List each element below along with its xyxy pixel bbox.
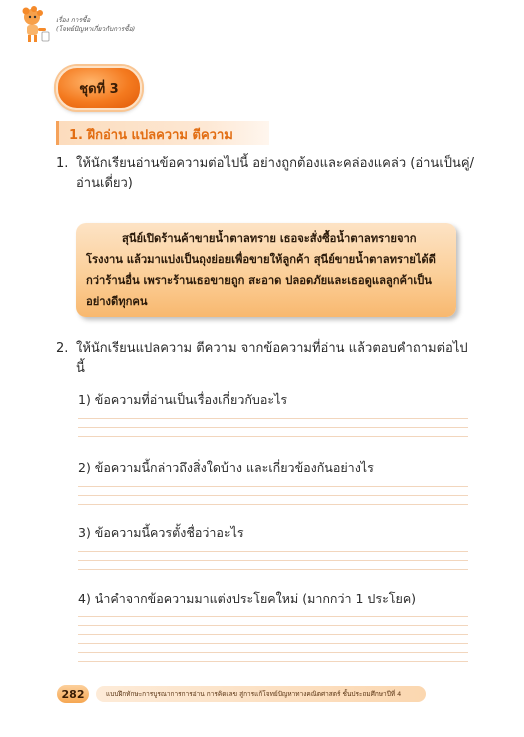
answer-line[interactable] bbox=[78, 661, 468, 662]
answer-line[interactable] bbox=[78, 625, 468, 626]
answer-line[interactable] bbox=[78, 569, 468, 570]
set-badge: ชุดที่ 3 bbox=[56, 66, 142, 110]
passage-box bbox=[76, 223, 456, 317]
answer-line[interactable] bbox=[78, 643, 468, 644]
header-line-2: (โจทย์ปัญหาเกี่ยวกับการซื้อ) bbox=[56, 25, 136, 33]
answer-line[interactable] bbox=[78, 504, 468, 505]
header-line-1: เรื่อง การซื้อ bbox=[56, 16, 91, 24]
subquestion-4: 4) นำคำจากข้อความมาแต่งประโยคใหม่ (มากกว่า 1 ประโยค) bbox=[78, 591, 417, 606]
page-number: 282 bbox=[57, 685, 89, 703]
section-title: 1. ฝึกอ่าน แปลความ ตีความ bbox=[69, 128, 233, 143]
subquestion-2: 2) ข้อความนี้กล่าวถึงสิ่งใดบ้าง และเกี่ยวข้องกันอย่างไร bbox=[78, 460, 374, 475]
question-2-number: 2. bbox=[56, 341, 69, 356]
page-header bbox=[18, 6, 218, 46]
mascot-icon bbox=[18, 6, 52, 44]
answer-line[interactable] bbox=[78, 486, 468, 487]
answer-line[interactable] bbox=[78, 634, 468, 635]
answer-line[interactable] bbox=[78, 436, 468, 437]
answer-line[interactable] bbox=[78, 652, 468, 653]
answer-line[interactable] bbox=[78, 418, 468, 419]
question-1-number: 1. bbox=[56, 156, 69, 171]
question-1-text: ให้นักเรียนอ่านข้อความต่อไปนี้ อย่างถูกต้องและคล่องแคล่ว (อ่านเป็นคู่/อ่านเดี่ยว) bbox=[76, 156, 474, 191]
header-text bbox=[56, 16, 135, 34]
answer-line[interactable] bbox=[78, 560, 468, 561]
answer-line[interactable] bbox=[78, 551, 468, 552]
answer-line[interactable] bbox=[78, 616, 468, 617]
answer-line[interactable] bbox=[78, 495, 468, 496]
subquestion-3: 3) ข้อความนี้ควรตั้งชื่อว่าอะไร bbox=[78, 525, 244, 540]
answer-line[interactable] bbox=[78, 427, 468, 428]
footer-text: แบบฝึกทักษะการบูรณาการการอ่าน การคิดเลข สู่การแก้โจทย์ปัญหาทางคณิตศาสตร์ ชั้นประถมศึกษาปีที่ 4 bbox=[106, 690, 402, 698]
footer-bar bbox=[96, 686, 426, 702]
section-bar bbox=[56, 121, 269, 145]
subquestion-1: 1) ข้อความที่อ่านเป็นเรื่องเกี่ยวกับอะไร bbox=[78, 392, 288, 407]
passage-text: สุนีย์เปิดร้านค้าขายน้ำตาลทราย เธอจะสั่งซื้อน้ำตาลทรายจากโรงงาน แล้วมาแบ่งเป็นถุงย่อยเพื่อขายให้ลูกค้า สุนีย์ขายน้ำตาลทรายได้ดีกว่าร้านอื่น เพราะร้านเธอขายถูก สะอาด ปลอดภัยและเธอดูแลลูกค้าเป็นอย่างดีทุกคน bbox=[86, 232, 436, 308]
question-2-text: ให้นักเรียนแปลความ ตีความ จากข้อความที่อ่าน แล้วตอบคำถามต่อไปนี้ bbox=[76, 341, 468, 376]
